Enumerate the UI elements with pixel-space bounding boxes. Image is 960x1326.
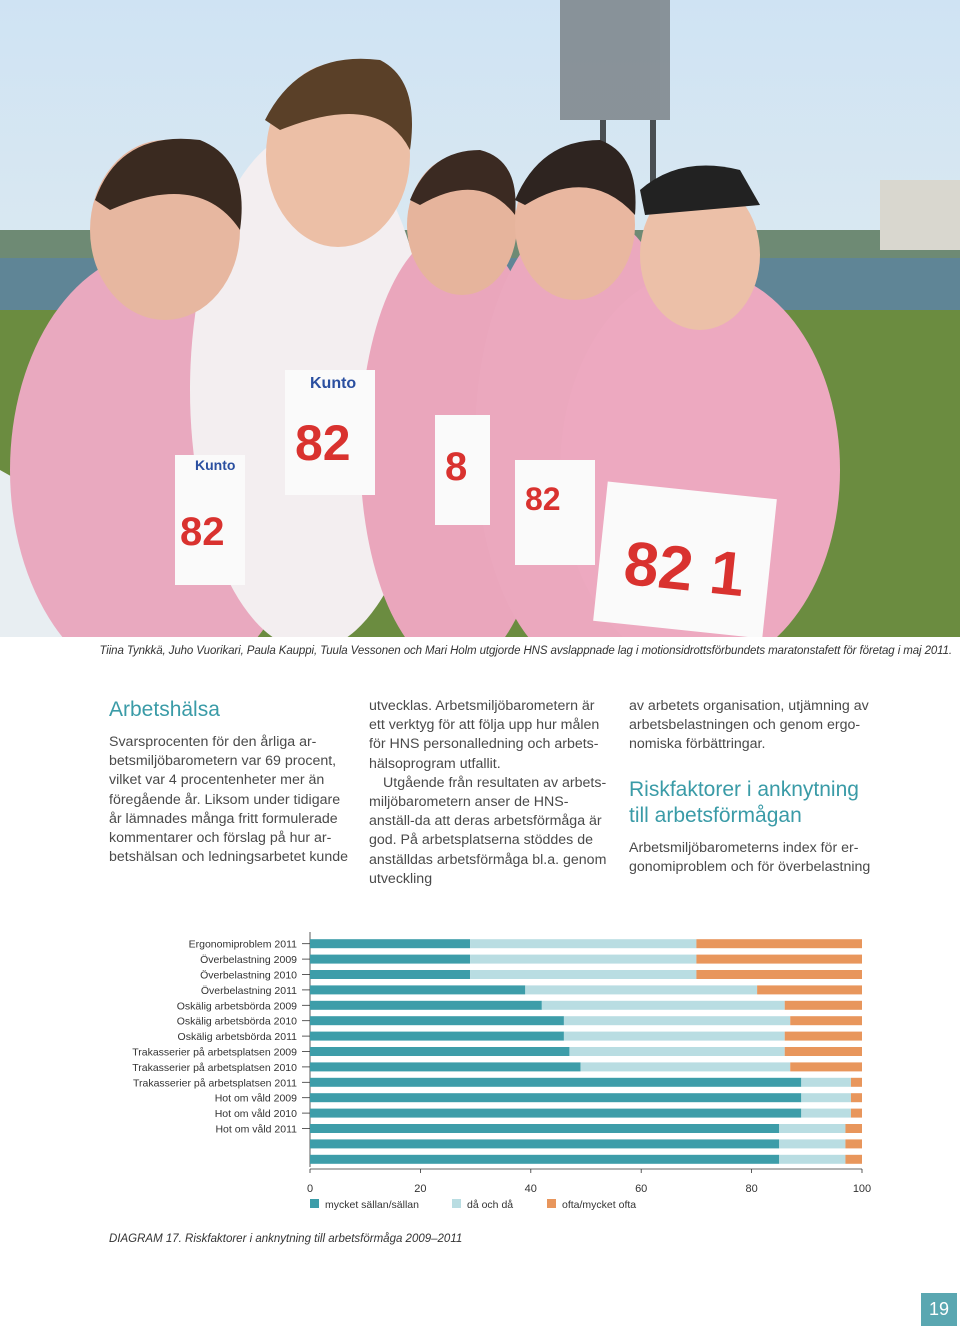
category-label: Överbelastning 2011 bbox=[200, 984, 297, 997]
bar-segment bbox=[801, 1093, 851, 1102]
x-tick-label: 80 bbox=[745, 1183, 758, 1195]
bar-segment bbox=[801, 1109, 851, 1118]
riskfaktorer-chart-svg bbox=[0, 920, 960, 1220]
team-photo-illustration bbox=[0, 0, 960, 637]
bar-segment bbox=[310, 1001, 542, 1010]
body-paragraph: av arbetets organisation, utjämning av arbetsbelastningen och genom ergo-nomiska förbättringar. bbox=[629, 698, 869, 753]
category-label: Ergonomiproblem 2011 bbox=[188, 938, 297, 951]
category-label: Överbelastning 2009 bbox=[200, 954, 297, 967]
x-tick-label: 40 bbox=[524, 1183, 537, 1195]
bib-text: Kunto bbox=[195, 457, 236, 473]
x-tick-label: 100 bbox=[852, 1183, 872, 1195]
bib-number: 82 bbox=[295, 415, 351, 471]
text-column-3 bbox=[629, 697, 879, 877]
photo-caption: Tiina Tynkkä, Juho Vuorikari, Paula Kauppi, Tuula Vessonen och Mari Holm utgjorde HNS avslappnade lag i motionsidrottsförbundets maratonstafett för företag i maj 2011. bbox=[99, 645, 952, 657]
bib-number: 82 bbox=[180, 510, 225, 554]
bar-segment bbox=[785, 1032, 862, 1041]
bar-segment bbox=[310, 1032, 564, 1041]
bar-segment bbox=[310, 970, 470, 979]
category-label: Hot om våld 2011 bbox=[215, 1123, 297, 1136]
category-label: Hot om våld 2010 bbox=[214, 1108, 297, 1121]
bib-text: Kunto bbox=[310, 375, 357, 392]
legend-swatch bbox=[452, 1199, 461, 1208]
legend-swatch bbox=[310, 1199, 319, 1208]
bar-segment bbox=[310, 1078, 801, 1087]
body-paragraph: Utgående från resultaten av arbets-miljöbarometern anser de HNS-anställ-da att deras arbetsförmåga är god. På arbetsplatserna stöddes de anställdas arbetsförmåga bl.a. genom utveckling bbox=[369, 774, 607, 887]
bar-segment bbox=[310, 1062, 580, 1071]
bar-segment bbox=[470, 970, 696, 979]
bar-segment bbox=[525, 985, 757, 994]
bar-segment bbox=[310, 1109, 801, 1118]
body-paragraph: Arbetsmiljöbarometerns index för er-gonomiproblem och för överbelastning bbox=[629, 839, 871, 875]
section-heading-riskfaktorer: Riskfaktorer i anknytning till arbetsförmågan bbox=[629, 777, 859, 827]
bar-segment bbox=[757, 985, 862, 994]
bar-segment bbox=[845, 1124, 862, 1133]
bar-segment bbox=[470, 939, 696, 948]
diagram-caption: DIAGRAM 17. Riskfaktorer i anknytning till arbetsförmåga 2009–2011 bbox=[109, 1233, 463, 1245]
bar-segment bbox=[801, 1078, 851, 1087]
bar-segment bbox=[845, 1139, 862, 1148]
bar-segment bbox=[845, 1155, 862, 1164]
category-label: Hot om våld 2009 bbox=[214, 1092, 297, 1105]
bib-number: 82 1 bbox=[620, 528, 748, 611]
legend-label: ofta/mycket ofta bbox=[562, 1199, 637, 1211]
legend-label: mycket sällan/sällan bbox=[325, 1199, 419, 1211]
bar-segment bbox=[564, 1016, 790, 1025]
bar-segment bbox=[310, 1124, 779, 1133]
bar-segment bbox=[785, 1047, 862, 1056]
bar-segment bbox=[542, 1001, 785, 1010]
category-label: Trakasserier på arbetsplatsen 2010 bbox=[132, 1061, 297, 1074]
bar-segment bbox=[310, 939, 470, 948]
bar-segment bbox=[310, 1047, 569, 1056]
bar-segment bbox=[790, 1016, 862, 1025]
category-label: Oskälig arbetsbörda 2011 bbox=[177, 1031, 297, 1044]
bar-segment bbox=[310, 985, 525, 994]
bar-segment bbox=[851, 1109, 862, 1118]
section-heading-arbetshalsa: Arbetshälsa bbox=[109, 698, 220, 721]
category-label: Trakasserier på arbetsplatsen 2011 bbox=[132, 1077, 297, 1090]
bar-segment bbox=[851, 1078, 862, 1087]
team-photo bbox=[0, 0, 960, 637]
bar-segment bbox=[569, 1047, 784, 1056]
bib-number: 8 bbox=[445, 445, 468, 489]
category-label: Oskälig arbetsbörda 2010 bbox=[176, 1015, 297, 1028]
bar-segment bbox=[310, 1155, 779, 1164]
bar-segment bbox=[696, 939, 862, 948]
body-paragraph: utvecklas. Arbetsmiljöbarometern är ett verktyg för att följa upp hur målen för HNS personalledning och arbets-hälsoprogram utfallit. bbox=[369, 698, 600, 772]
bar-segment bbox=[310, 1016, 564, 1025]
bar-segment bbox=[580, 1062, 790, 1071]
x-tick-label: 60 bbox=[635, 1183, 648, 1195]
bar-segment bbox=[310, 1139, 779, 1148]
x-tick-label: 20 bbox=[414, 1183, 427, 1195]
bar-segment bbox=[779, 1155, 845, 1164]
riskfaktorer-chart bbox=[0, 920, 960, 1220]
bar-segment bbox=[779, 1124, 845, 1133]
category-label: Oskälig arbetsbörda 2009 bbox=[176, 1000, 297, 1013]
legend-label: då och då bbox=[467, 1199, 514, 1211]
bib-number: 82 bbox=[525, 481, 561, 517]
page-number: 19 bbox=[921, 1293, 957, 1326]
legend-swatch bbox=[547, 1199, 556, 1208]
x-tick-label: 0 bbox=[306, 1183, 314, 1195]
bar-segment bbox=[696, 955, 862, 964]
category-label: Överbelastning 2010 bbox=[200, 969, 297, 982]
bar-segment bbox=[310, 1093, 801, 1102]
bar-segment bbox=[696, 970, 862, 979]
category-label: Trakasserier på arbetsplatsen 2009 bbox=[132, 1046, 297, 1059]
bar-segment bbox=[470, 955, 696, 964]
text-column-1 bbox=[109, 697, 349, 867]
bar-segment bbox=[564, 1032, 785, 1041]
bar-segment bbox=[785, 1001, 862, 1010]
bar-segment bbox=[790, 1062, 862, 1071]
bar-segment bbox=[851, 1093, 862, 1102]
bar-segment bbox=[779, 1139, 845, 1148]
bar-segment bbox=[310, 955, 470, 964]
body-paragraph: Svarsprocenten för den årliga ar-betsmiljöbarometern var 69 procent, vilket var 4 procentenheter mer än föregående år. Liksom under tidigare år lämnades många fritt formulerade kommentarer och förslag på hur ar-betshälsan och ledningsarbetet kunde bbox=[109, 734, 348, 866]
text-column-2 bbox=[369, 697, 609, 889]
